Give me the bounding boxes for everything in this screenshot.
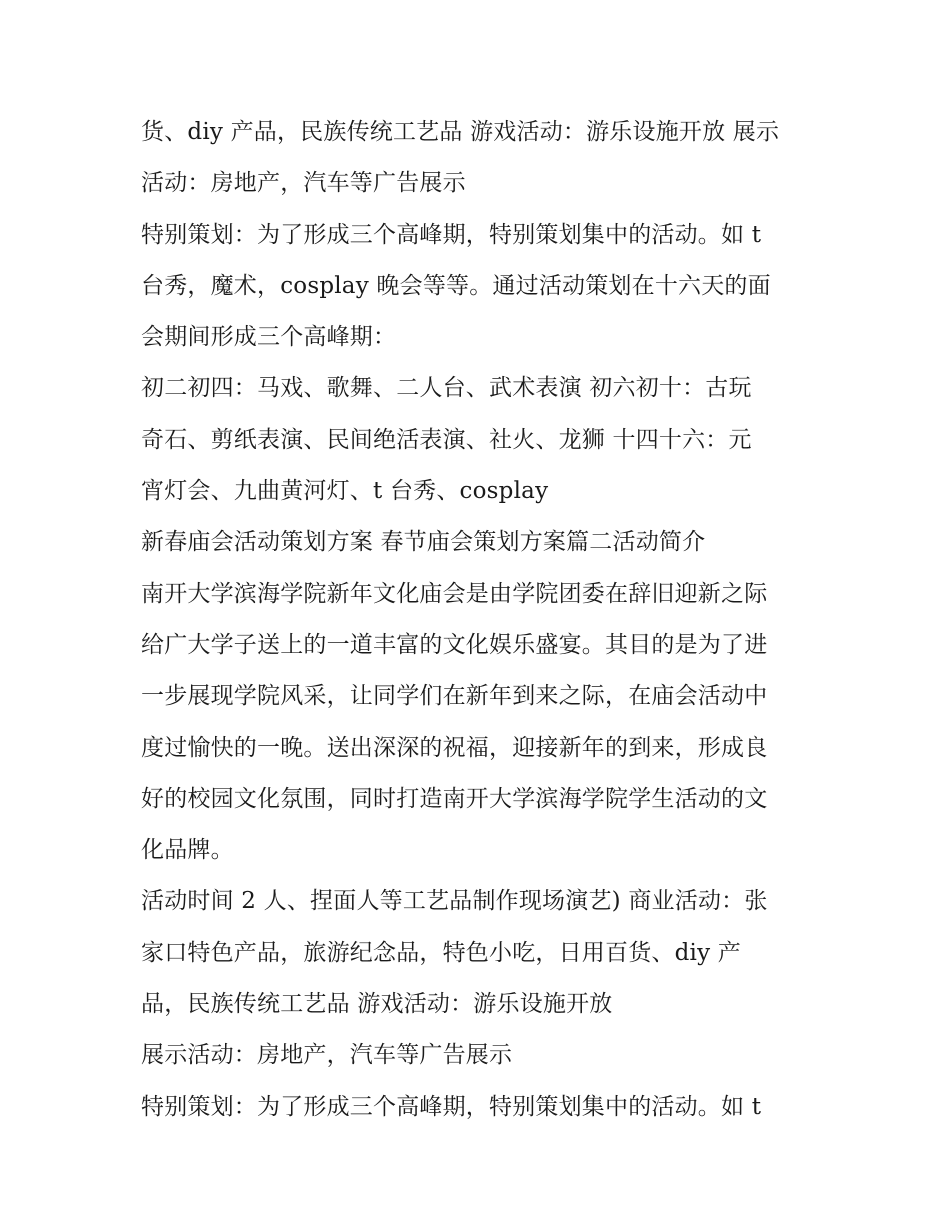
text-line: 台秀，魔术，cosplay 晚会等等。通过活动策划在十六天的面 (141, 272, 771, 299)
text-line: 新春庙会活动策划方案 春节庙会策划方案篇二活动简介 (141, 529, 706, 556)
text-line: 活动时间 2 人、捏面人等工艺品制作现场演艺) 商业活动：张 (141, 888, 768, 915)
text-line: 特别策划：为了形成三个高峰期，特别策划集中的活动。如 t (141, 221, 762, 248)
text-line: 化品牌。 (141, 837, 234, 864)
text-line: 好的校园文化氛围，同时打造南开大学滨海学院学生活动的文 (141, 785, 768, 812)
text-line: 度过愉快的一晚。送出深深的祝福，迎接新年的到来，形成良 (141, 734, 768, 761)
text-line: 一步展现学院风采，让同学们在新年到来之际，在庙会活动中 (141, 683, 768, 710)
text-line: 活动：房地产，汽车等广告展示 (141, 170, 466, 197)
text-line: 宵灯会、九曲黄河灯、t 台秀、cosplay (141, 478, 549, 505)
text-line: 货、diy 产品，民族传统工艺品 游戏活动：游乐设施开放 展示 (141, 119, 780, 145)
text-line: 初二初四：马戏、歌舞、二人台、武术表演 初六初十：古玩 (141, 375, 752, 402)
document-body (141, 107, 821, 1133)
text-line: 特别策划：为了形成三个高峰期，特别策划集中的活动。如 t (141, 1093, 762, 1120)
text-line: 会期间形成三个高峰期： (141, 324, 397, 351)
text-line: 展示活动：房地产，汽车等广告展示 (141, 1042, 513, 1069)
text-line: 家口特色产品，旅游纪念品，特色小吃，日用百货、diy 产 (141, 939, 741, 966)
text-line: 南开大学滨海学院新年文化庙会是由学院团委在辞旧迎新之际 (141, 580, 768, 607)
text-line: 品，民族传统工艺品 游戏活动：游乐设施开放 (141, 991, 613, 1018)
text-line: 给广大学子送上的一道丰富的文化娱乐盛宴。其目的是为了进 (141, 631, 768, 658)
text-line: 奇石、剪纸表演、民间绝活表演、社火、龙狮 十四十六：元 (141, 426, 752, 453)
